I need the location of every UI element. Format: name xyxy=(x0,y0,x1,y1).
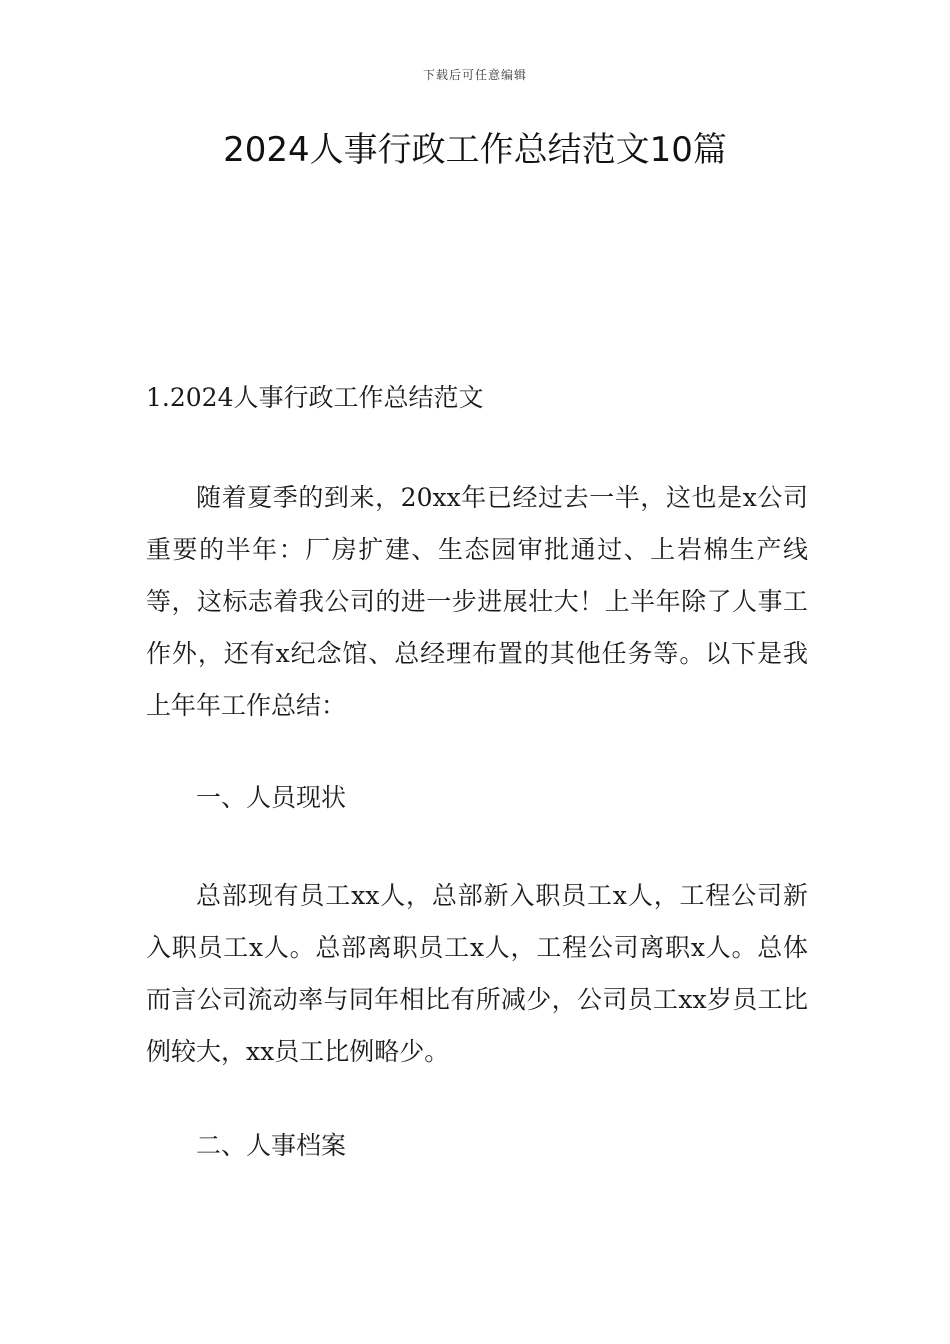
section-heading: 1.2024人事行政工作总结范文 xyxy=(146,383,484,412)
staff-paragraph: 总部现有员工xx人，总部新入职员工x人，工程公司新入职员工x人。总部离职员工x人，工程公司离职x人。总体而言公司流动率与同年相比有所减少，公司员工xx岁员工比例较大，xx员工比例略少。 xyxy=(146,881,808,1066)
intro-paragraph: 随着夏季的到来，20xx年已经过去一半，这也是x公司重要的半年：厂房扩建、生态园审批通过、上岩棉生产线等，这标志着我公司的进一步进展壮大！上半年除了人事工作外，还有x纪念馆、总经理布置的其他任务等。以下是我上年年工作总结： xyxy=(146,483,808,720)
subheading-staff-status: 一、人员现状 xyxy=(196,783,347,812)
header-note: 下载后可任意编辑 xyxy=(422,68,527,82)
document-title: 2024人事行政工作总结范文10篇 xyxy=(223,130,727,170)
subheading-personnel-files: 二、人事档案 xyxy=(196,1131,347,1160)
